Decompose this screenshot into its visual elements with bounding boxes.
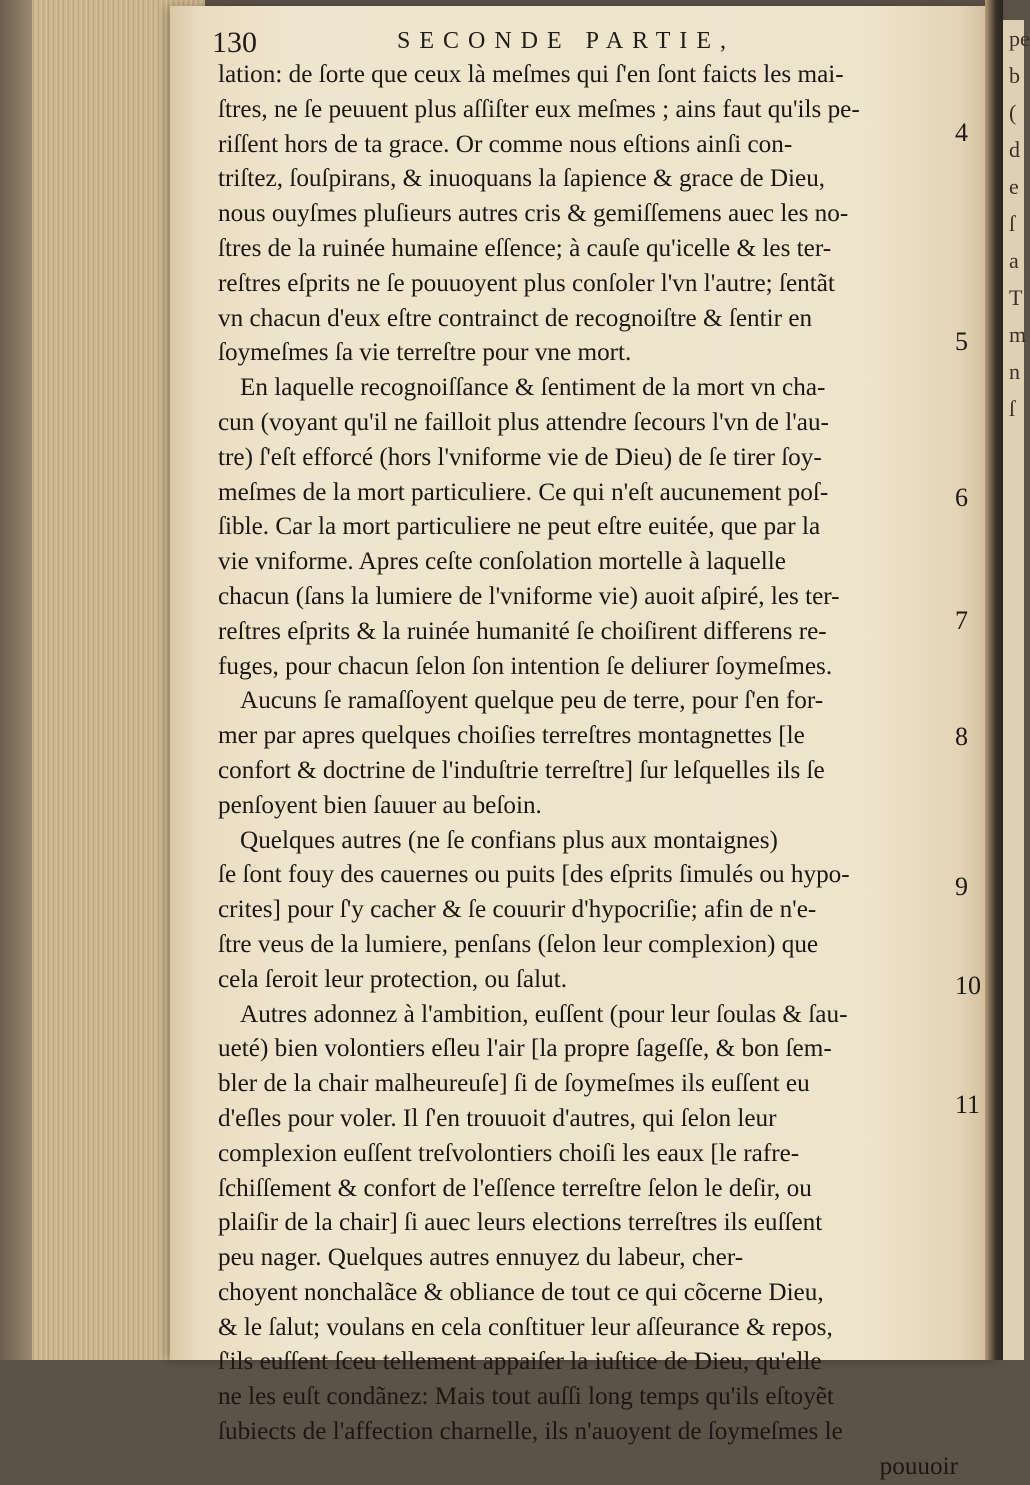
- text-line: cela ſeroit leur protection, ou ſalut.: [218, 965, 567, 993]
- verse-number: 7: [955, 606, 968, 635]
- verse-number: 9: [955, 872, 968, 901]
- text-line: d'eſles pour voler. Il ſ'en trouuoit d'autres, qui ſelon leur: [218, 1104, 777, 1132]
- text-line: Autres adonnez à l'ambition, euſſent (pour leur ſoulas & ſau-: [240, 1000, 848, 1028]
- text-line: plaiſir de la chair] ſi auec leurs elections terreſtres ils euſſent: [218, 1209, 823, 1237]
- text-line: ne les euſt condãnez: Mais tout auſſi long temps qu'ils eſtoyẽt: [218, 1383, 834, 1411]
- text-line: cun (voyant qu'il ne failloit plus attendre ſecours l'vn de l'au-: [218, 408, 829, 436]
- text-line: peu nager. Quelques autres ennuyez du labeur, cher-: [218, 1244, 744, 1272]
- text-line: ſible. Car la mort particuliere ne peut eſtre euitée, que par la: [218, 513, 821, 541]
- text-line: vn chacun d'eux eſtre contrainct de recognoiſtre & ſentir en: [218, 304, 813, 332]
- text-line: Aucuns ſe ramaſſoyent quelque peu de terre, pour ſ'en for-: [240, 687, 824, 715]
- running-title: SECONDE PARTIE,: [397, 28, 736, 54]
- text-line: confort & doctrine de l'induſtrie terreſtre] ſur leſquelles ils ſe: [218, 756, 825, 784]
- text-line: ſtres de la ruinée humaine eſſence; à cauſe qu'icelle & les ter-: [218, 234, 832, 262]
- text-line: crites] pour ſ'y cacher & ſe couurir d'hypocriſie; afin de n'e-: [218, 896, 817, 924]
- facing-page-line: ſ: [1009, 396, 1016, 421]
- facing-page-line: a: [1009, 248, 1019, 273]
- facing-page-line: b: [1009, 63, 1020, 88]
- facing-page-line: e: [1009, 174, 1019, 199]
- text-line: ſchiſſement & confort de l'eſſence terreſtre ſelon le deſir, ou: [218, 1174, 812, 1202]
- text-line: ſtres, ne ſe peuuent plus aſſiſter eux meſmes ; ains faut qu'ils pe-: [218, 95, 860, 123]
- text-line: chacun (ſans la lumiere de l'vniforme vie) auoit aſpiré, les ter-: [218, 582, 840, 610]
- text-line: ſoymeſmes ſa vie terreſtre pour vne mort.: [218, 339, 632, 367]
- text-line: reſtres eſprits ne ſe pouuoyent plus conſoler l'vn l'autre; ſentãt: [218, 269, 835, 297]
- text-line: nous ouyſmes pluſieurs autres cris & gemiſſemens auec les no-: [218, 200, 849, 228]
- text-line: ſe ſont fouy des cauernes ou puits [des eſprits ſimulés ou hypo-: [218, 861, 850, 889]
- facing-page-line: ſ: [1009, 211, 1016, 236]
- text-line: Quelques autres (ne ſe confians plus aux montaignes): [240, 826, 778, 854]
- text-line: reſtres eſprits & la ruinée humanité ſe choiſirent differens re-: [218, 617, 827, 645]
- text-line: triſtez, ſouſpirans, & inuoquans la ſapience & grace de Dieu,: [218, 165, 826, 193]
- page-number: 130: [212, 26, 257, 59]
- facing-page-line: m: [1009, 322, 1027, 347]
- verse-number: 10: [955, 971, 981, 1000]
- text-line: lation: de ſorte que ceux là meſmes qui ſ'en ſont faicts les mai-: [218, 61, 844, 88]
- text-line: penſoyent bien ſauuer au beſoin.: [218, 791, 542, 819]
- verse-number: 4: [955, 118, 968, 147]
- facing-page-line: pe: [1009, 26, 1030, 51]
- text-line: complexion euſſent treſvolontiers choiſi les eaux [le rafre-: [218, 1139, 800, 1167]
- facing-page-line: d: [1009, 137, 1020, 162]
- text-line: En laquelle recognoiſſance & ſentiment de la mort vn cha-: [240, 374, 826, 402]
- text-line: ueté) bien volontiers eſleu l'air [la propre ſageſſe, & bon ſem-: [218, 1035, 832, 1063]
- catchword: pouuoir: [879, 1452, 958, 1480]
- text-line: meſmes de la mort particuliere. Ce qui n'eſt aucunement poſ-: [218, 478, 829, 506]
- verse-number: 6: [955, 483, 968, 512]
- text-line: ſ'ils euſſent ſceu tellement appaiſer la iuſtice de Dieu, qu'elle: [218, 1348, 822, 1376]
- facing-page-line: T: [1009, 285, 1023, 310]
- body-text: [218, 58, 958, 1485]
- text-line: choyent nonchalãce & obliance de tout ce qui cõcerne Dieu,: [218, 1278, 824, 1306]
- verse-number: 11: [955, 1090, 981, 1119]
- text-line: mer par apres quelques choiſies terreſtres montagnettes [le: [218, 722, 805, 750]
- text-line: vie vniforme. Apres ceſte conſolation mortelle à laquelle: [218, 548, 786, 576]
- text-line: riſſent hors de ta grace. Or comme nous eſtions ainſi con-: [218, 130, 793, 158]
- verse-number: 5: [955, 327, 968, 356]
- facing-page-line: n: [1009, 359, 1020, 384]
- book-cover-edge: [0, 0, 32, 1360]
- book-gutter: [985, 0, 1003, 1360]
- text-line: fuges, pour chacun ſelon ſon intention ſe deliurer ſoymeſmes.: [218, 652, 833, 680]
- facing-page-line: (: [1009, 100, 1017, 125]
- facing-page-fragment: [1003, 20, 1030, 1360]
- verse-number: 8: [955, 722, 968, 751]
- text-line: tre) ſ'eſt efforcé (hors l'vniforme vie de Dieu) de ſe tirer ſoy-: [218, 443, 822, 471]
- page-header: [212, 22, 962, 62]
- text-line: ſubiects de l'affection charnelle, ils n'auoyent de ſoymeſmes le: [218, 1418, 843, 1446]
- text-line: ſtre veus de la lumiere, penſans (ſelon leur complexion) que: [218, 930, 819, 958]
- text-line: & le ſalut; voulans en cela conſtituer leur aſſeurance & repos,: [218, 1313, 833, 1341]
- text-line: bler de la chair malheureuſe] ſi de ſoymeſmes ils euſſent eu: [218, 1070, 810, 1098]
